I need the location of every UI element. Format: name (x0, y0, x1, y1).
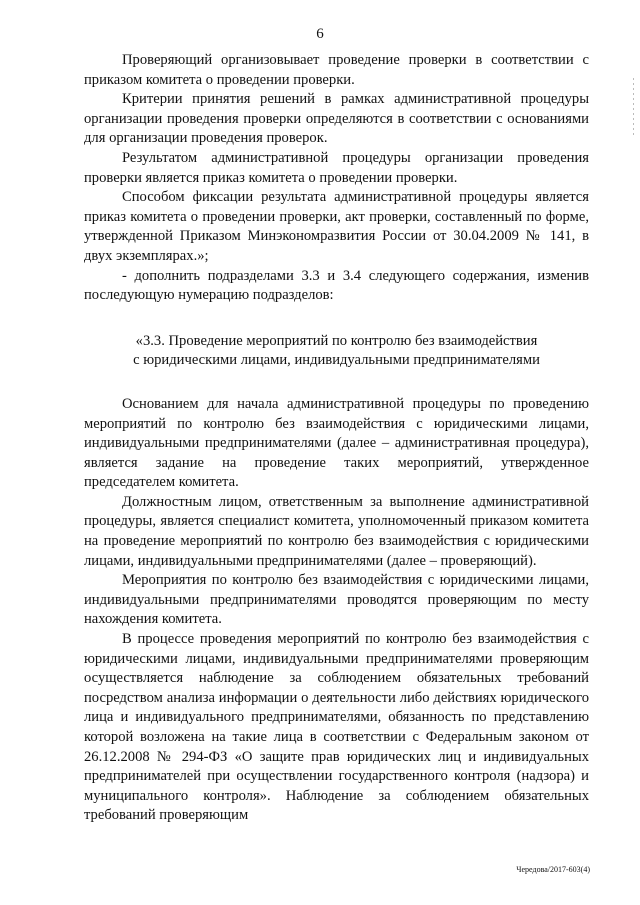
paragraph: Способом фиксации результата административной процедуры является приказ комитета о проведении проверки, акт проверки, составленный по форме, утвержденной Приказом Минэкономразвития России от 30.04.2009 № 141, в двух экземплярах.»; (84, 189, 589, 264)
paragraph: Результатом административной процедуры организации проведения проверки является приказ комитета о проведении проверки. (84, 149, 589, 186)
section-heading-line: «3.3. Проведение мероприятий по контролю без взаимодействия (135, 332, 538, 349)
paragraph: Основанием для начала административной процедуры по проведению мероприятий по контролю без взаимодействия с юридическими лицами, индивидуальными предпринимателями (далее – административная процедура), является задание на проведение таких мероприятий, утвержденное председателем комитета. (84, 395, 589, 491)
section-heading (84, 332, 589, 371)
margin-scan-mark (632, 78, 635, 136)
footer-code: Чередова/2017-603(4) (516, 865, 590, 874)
page-number: 6 (316, 26, 324, 42)
paragraph: Должностным лицом, ответственным за выполнение административной процедуры, является специалист комитета, уполномоченный приказом комитета на проведение мероприятий по контролю без взаимодействия с юридическими лицами, индивидуальными предпринимателями (далее – проверяющий). (84, 493, 589, 569)
paragraph: Проверяющий организовывает проведение проверки в соответствии с приказом комитета о проведении проверки. (84, 52, 589, 88)
paragraph: Мероприятия по контролю без взаимодействия с юридическими лицами, индивидуальными предпринимателями проводятся проверяющим по месту нахождения комитета. (84, 572, 589, 628)
section-heading-line: с юридическими лицами, индивидуальными предпринимателями (133, 352, 540, 369)
document-body (84, 51, 589, 826)
paragraph: - дополнить подразделами 3.3 и 3.4 следующего содержания, изменив последующую нумерацию подразделов: (84, 267, 589, 304)
paragraph: В процессе проведения мероприятий по контролю без взаимодействия с юридическими лицами, индивидуальными предпринимателями проверяющим осуществляется наблюдение за соблюдением обязательных требований посредством анализа информации о деятельности либо действиях юридического лица и индивидуального предпринимателями, обязанность по представлению которой возложена на такие лица в соответствии с Федеральным законом от 26.12.2008 № 294-ФЗ «О защите прав юридических лиц и индивидуальных предпринимателей при осуществлении государственного контроля (надзора) и муниципального контроля». Наблюдение за соблюдением обязательных требований проверяющим (84, 631, 589, 824)
paragraph: Критерии принятия решений в рамках административной процедуры организации проведения проверки определяются в соответствии с основаниями для организации проведения проверок. (84, 91, 589, 147)
